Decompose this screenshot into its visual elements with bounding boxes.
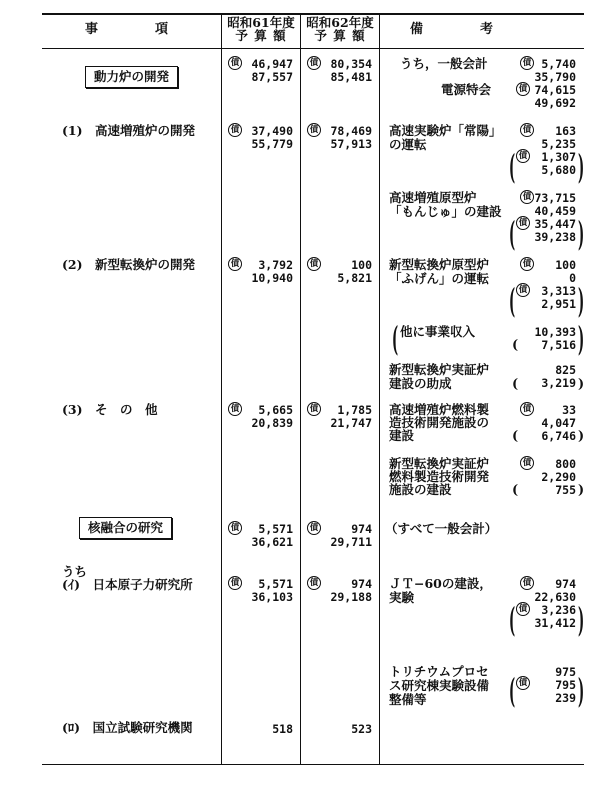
item-label: (2) 新型転換炉の開発	[62, 257, 196, 272]
note-amount: 825	[555, 363, 576, 377]
header-notes: 備 考	[410, 22, 495, 37]
debt-marker: 債	[228, 521, 242, 535]
item-label: (1) 高速増殖炉の開発	[62, 123, 196, 138]
bracket-open: (	[509, 603, 516, 642]
note-text: 整備等	[389, 692, 427, 707]
note-amount: 795	[555, 678, 576, 692]
bracket-open: (	[509, 674, 516, 713]
note-text: 建設の助成	[389, 376, 452, 391]
note-text: 「もんじゅ」の建設	[389, 204, 502, 219]
bracket-open: (	[392, 322, 399, 361]
amount-fy61: 87,557	[251, 70, 293, 84]
debt-marker: 債	[516, 602, 530, 616]
note-amount: 39,238	[534, 230, 576, 244]
debt-marker: 債	[520, 402, 534, 416]
note-amount: 974	[555, 577, 576, 591]
column-divider	[379, 14, 380, 765]
note-text: 新型転換炉実証炉	[389, 362, 490, 377]
debt-marker: 債	[307, 257, 321, 271]
bracket-close: )	[578, 284, 585, 323]
note-text: 実験	[389, 590, 415, 605]
note-amount: 49,692	[534, 96, 576, 110]
note-amount: 100	[555, 258, 576, 272]
bracket-close: )	[578, 217, 585, 256]
amount-fy62: 100	[351, 258, 372, 272]
amount-fy62: 5,821	[337, 271, 372, 285]
bracket-open: (	[509, 284, 516, 323]
note-amount: 73,715	[534, 191, 576, 205]
note-text: 造技術開発施設の	[389, 415, 490, 430]
bracket-close: )	[578, 429, 585, 444]
debt-marker: 債	[520, 456, 534, 470]
header-bottom-rule	[42, 48, 584, 49]
note-amount: 3,313	[541, 284, 576, 298]
debt-marker: 債	[228, 576, 242, 590]
note-text: 高速実験炉「常陽」	[389, 123, 502, 138]
bracket-close: )	[578, 674, 585, 713]
header-fy61-year: 昭和61年度	[227, 15, 295, 30]
note-text: 燃料製造技術開発	[389, 469, 490, 484]
note-amount: 3,236	[541, 603, 576, 617]
amount-fy62: 21,747	[330, 416, 372, 430]
amount-fy62: 1,785	[337, 403, 372, 417]
item-label: (ｲ) 日本原子力研究所	[62, 577, 193, 592]
note-amount: 3,219	[541, 376, 576, 390]
note-amount: 1,307	[541, 150, 576, 164]
amount-fy61: 37,490	[251, 124, 293, 138]
header-fy62	[302, 16, 378, 42]
note-amount: 975	[555, 665, 576, 679]
amount-fy62: 80,354	[330, 57, 372, 71]
debt-marker: 債	[228, 257, 242, 271]
debt-marker: 債	[516, 149, 530, 163]
header-item: 事 項	[85, 22, 170, 37]
header-fy61	[223, 16, 299, 42]
note-text: 施設の建設	[389, 482, 452, 497]
bracket-open: (	[509, 150, 516, 189]
amount-fy61: 55,779	[251, 137, 293, 151]
debt-marker: 債	[516, 82, 530, 96]
amount-fy61: 10,940	[251, 271, 293, 285]
note-amount: 35,447	[534, 217, 576, 231]
header-fy62-year: 昭和62年度	[306, 15, 374, 30]
debt-marker: 債	[307, 123, 321, 137]
amount-fy61: 5,571	[258, 577, 293, 591]
note-amount: 2,290	[541, 470, 576, 484]
debt-marker: 債	[520, 123, 534, 137]
section-box: 核融合の研究	[79, 517, 172, 539]
bracket-close: )	[578, 483, 585, 498]
note-amount: 22,630	[534, 590, 576, 604]
debt-marker: 債	[307, 521, 321, 535]
amount-fy61: 46,947	[251, 57, 293, 71]
header-fy62-budget: 予 算 額	[314, 28, 366, 43]
bracket-close: )	[578, 377, 585, 392]
debt-marker: 債	[228, 123, 242, 137]
debt-marker: 債	[520, 56, 534, 70]
bracket-open: (	[512, 429, 519, 444]
bracket-open: (	[512, 483, 519, 498]
bracket-open: (	[512, 377, 519, 392]
note-text: ス研究棟実験設備	[389, 678, 490, 693]
note-amount: 4,047	[541, 416, 576, 430]
amount-fy62: 57,913	[330, 137, 372, 151]
note-amount: 35,790	[534, 70, 576, 84]
amount-fy61: 36,621	[251, 535, 293, 549]
note-text: 新型転換炉原型炉	[389, 257, 490, 272]
note-text: 電源特会	[441, 82, 492, 97]
amount-fy61: 3,792	[258, 258, 293, 272]
note-text: 新型転換炉実証炉	[389, 456, 490, 471]
note-text: うち，一般会計	[400, 56, 488, 71]
note-text: 高速増殖原型炉	[389, 190, 477, 205]
table-bottom-rule	[42, 764, 584, 765]
note-amount: 74,615	[534, 83, 576, 97]
note-amount: 10,393	[534, 325, 576, 339]
note-amount: 7,516	[541, 338, 576, 352]
note-amount: 5,740	[541, 57, 576, 71]
debt-marker: 債	[228, 56, 242, 70]
amount-fy61: 5,665	[258, 403, 293, 417]
bracket-open: (	[512, 338, 519, 353]
debt-marker: 債	[307, 576, 321, 590]
note-text: ＪＴ−60の建設，	[389, 576, 492, 591]
bracket-close: )	[578, 322, 585, 361]
note-text: 「ふげん」の運転	[389, 271, 490, 286]
note-amount: 6,746	[541, 429, 576, 443]
note-text: 他に事業収入	[400, 324, 476, 339]
note-amount: 800	[555, 457, 576, 471]
debt-marker: 債	[520, 576, 534, 590]
debt-marker: 債	[520, 257, 534, 271]
bracket-close: )	[578, 150, 585, 189]
note-amount: 40,459	[534, 204, 576, 218]
column-divider	[221, 14, 222, 765]
amount-fy61: 36,103	[251, 590, 293, 604]
bracket-open: (	[509, 217, 516, 256]
item-label: (ﾛ) 国立試験研究機関	[62, 720, 193, 735]
amount-fy62: 29,188	[330, 590, 372, 604]
amount-fy62: 974	[351, 577, 372, 591]
amount-fy62: 85,481	[330, 70, 372, 84]
debt-marker: 債	[516, 283, 530, 297]
note-amount: 239	[555, 691, 576, 705]
note-text: （すべて一般会計）	[385, 521, 498, 536]
note-amount: 0	[569, 271, 576, 285]
amount-fy62: 523	[351, 722, 372, 736]
debt-marker: 債	[228, 402, 242, 416]
note-amount: 5,235	[541, 137, 576, 151]
note-amount: 755	[555, 483, 576, 497]
item-label: (3) そ の 他	[62, 402, 158, 417]
amount-fy62: 78,469	[330, 124, 372, 138]
bracket-close: )	[578, 603, 585, 642]
amount-fy62: 29,711	[330, 535, 372, 549]
amount-fy61: 20,839	[251, 416, 293, 430]
debt-marker: 債	[516, 216, 530, 230]
note-text: トリチウムプロセ	[389, 664, 489, 679]
note-text: 建設	[389, 428, 415, 443]
note-text: の運転	[389, 137, 427, 152]
debt-marker: 債	[516, 676, 530, 690]
debt-marker: 債	[307, 402, 321, 416]
amount-fy61: 518	[272, 722, 293, 736]
section-box: 動力炉の開発	[85, 66, 178, 88]
note-text: 高速増殖炉燃料製	[389, 402, 490, 417]
amount-fy62: 974	[351, 522, 372, 536]
note-amount: 163	[555, 124, 576, 138]
column-divider	[300, 14, 301, 765]
item-prefix: うち	[62, 564, 88, 579]
debt-marker: 債	[520, 190, 534, 204]
note-amount: 2,951	[541, 297, 576, 311]
amount-fy61: 5,571	[258, 522, 293, 536]
note-amount: 31,412	[534, 616, 576, 630]
note-amount: 5,680	[541, 163, 576, 177]
header-fy61-budget: 予 算 額	[235, 28, 287, 43]
note-amount: 33	[562, 403, 576, 417]
debt-marker: 債	[307, 56, 321, 70]
